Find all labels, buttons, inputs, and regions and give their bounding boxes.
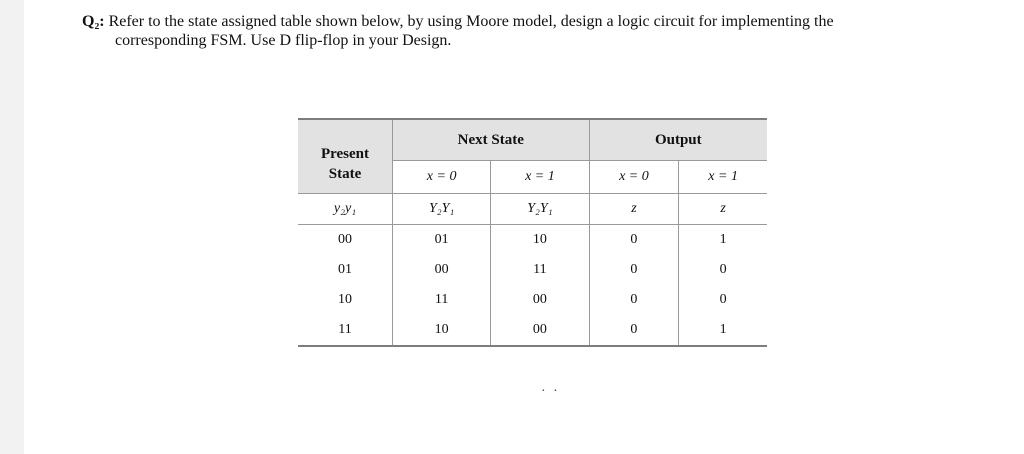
var-next-x0: Y₂Y₁ — [393, 194, 491, 225]
output-header: Output — [589, 119, 767, 161]
present-state-label-1: Present — [320, 145, 370, 162]
cell-next-x1: 11 — [491, 255, 589, 285]
table-row — [298, 225, 767, 256]
cell-next-x0: 00 — [393, 255, 491, 285]
question-text — [82, 12, 982, 50]
cell-output-x0: 0 — [589, 285, 679, 315]
subheader-next-x0: x = 0 — [393, 161, 491, 194]
table-row — [298, 285, 767, 315]
cell-output-x1: 1 — [679, 315, 767, 346]
cell-present: 10 — [298, 285, 393, 315]
subheader-output-x0: x = 0 — [589, 161, 679, 194]
cell-next-x1: 00 — [491, 315, 589, 346]
cell-output-x1: 0 — [719, 292, 727, 307]
cell-output-x0: 0 — [589, 315, 679, 346]
cell-output-x0: 0 — [589, 255, 679, 285]
table-variable-row — [298, 194, 767, 225]
table-row — [298, 255, 767, 285]
var-next-x1: Y₂Y₁ — [491, 194, 589, 225]
var-output-x1: z — [679, 194, 767, 225]
question-line-1: Refer to the state assigned table shown below, by using Moore model, design a logic circuit for implementing the — [108, 13, 834, 30]
subheader-next-x1: x = 1 — [491, 161, 589, 194]
next-state-header: Next State — [393, 119, 590, 161]
cell-next-x0: 01 — [393, 225, 491, 256]
question-label: Q₂: — [82, 13, 105, 30]
table-header-row — [298, 119, 767, 161]
cell-next-x0: 11 — [393, 285, 491, 315]
var-output-x0: z — [589, 194, 679, 225]
var-present: y₂y₁ — [298, 194, 393, 225]
cell-next-x1: 10 — [491, 225, 589, 256]
cell-output-x1: 0 — [719, 262, 727, 277]
stray-dots: · · — [541, 384, 560, 399]
cell-output-x1: 1 — [719, 232, 727, 247]
cell-output-x0: 0 — [589, 225, 679, 256]
subheader-output-x1: x = 1 — [679, 161, 767, 194]
present-state-header — [298, 119, 393, 194]
document-page — [24, 0, 1024, 454]
question-line-2: corresponding FSM. Use D flip-flop in your Design. — [115, 32, 452, 49]
cell-present: 00 — [298, 225, 393, 256]
cell-next-x0: 10 — [393, 315, 491, 346]
state-assigned-table — [298, 118, 767, 347]
cell-present: 11 — [298, 315, 393, 346]
cell-next-x1: 00 — [491, 285, 589, 315]
table-row — [298, 315, 767, 346]
cell-present: 01 — [298, 255, 393, 285]
present-state-label-2: State — [328, 165, 362, 182]
